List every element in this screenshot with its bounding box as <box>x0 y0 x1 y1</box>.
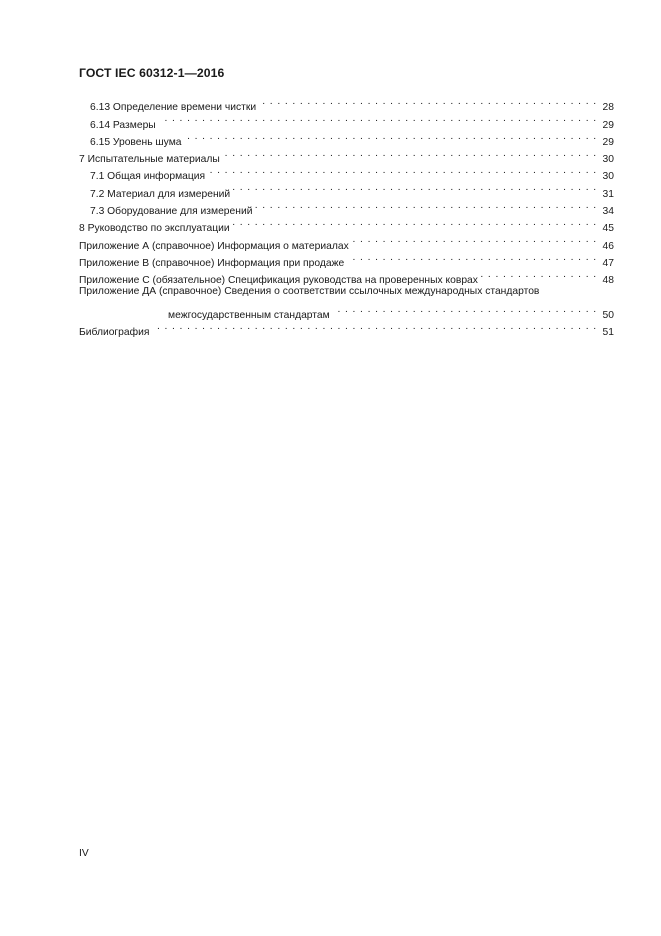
toc-entry-page: 46 <box>602 240 614 252</box>
dot-leader <box>233 214 597 231</box>
dot-leader <box>255 197 597 214</box>
toc-entry-label: Приложение В (справочное) Информация при продаже <box>79 257 345 269</box>
toc-entry-label: Приложение С (обязательное) Спецификация руководства на проверенных коврах <box>79 275 478 287</box>
toc-entry-label: 7.1 Общая информация <box>90 171 206 183</box>
dot-leader <box>223 145 597 162</box>
dot-leader <box>333 301 597 318</box>
table-of-contents <box>79 93 614 339</box>
dot-leader <box>152 318 597 335</box>
dot-leader <box>259 93 597 110</box>
dot-leader <box>352 231 597 248</box>
dot-leader <box>481 266 597 283</box>
toc-entry-page: 51 <box>602 327 614 339</box>
toc-entry-page: 29 <box>602 119 614 131</box>
toc-entry-label: 6.13 Определение времени чистки <box>90 102 257 114</box>
toc-entry-page: 34 <box>602 206 614 218</box>
toc-entry-page: 31 <box>602 188 614 200</box>
toc-entry[interactable] <box>79 110 614 131</box>
toc-entry-page: 47 <box>602 257 614 269</box>
dot-leader <box>208 162 597 179</box>
toc-entry-label: 7.2 Материал для измерений <box>90 188 231 200</box>
toc-entry-label: Приложение ДА (справочное) Сведения о соответствии ссылочных международных стандартов <box>79 286 540 298</box>
dot-leader <box>347 249 597 266</box>
document-header: ГОСТ IEC 60312-1—2016 <box>79 66 225 80</box>
toc-entry-page: 30 <box>602 154 614 166</box>
toc-entry-page: 28 <box>602 102 614 114</box>
toc-entry-page: 30 <box>602 171 614 183</box>
toc-entry-label: 8 Руководство по эксплуатации <box>79 223 230 235</box>
dot-leader <box>233 179 597 196</box>
toc-entry-label-continuation: межгосударственным стандартам <box>168 309 330 321</box>
dot-leader <box>159 110 597 127</box>
page-number: IV <box>79 848 89 859</box>
toc-entry-page: 50 <box>602 309 614 321</box>
toc-entry[interactable] <box>79 318 614 339</box>
toc-entry[interactable] <box>79 93 614 114</box>
toc-entry-label: Приложение А (справочное) Информация о материалах <box>79 240 349 252</box>
toc-entry-label: 7.3 Оборудование для измерений <box>90 206 253 218</box>
toc-entry-label: Библиография <box>79 327 150 339</box>
toc-entry[interactable] <box>79 283 614 321</box>
dot-leader <box>185 128 597 145</box>
toc-entry-label: 6.14 Размеры <box>90 119 156 131</box>
toc-entry-page: 48 <box>602 275 614 287</box>
toc-entry-label: 6.15 Уровень шума <box>90 136 182 148</box>
toc-entry[interactable] <box>79 128 614 148</box>
toc-entry-page: 29 <box>602 136 614 148</box>
toc-entry-page: 45 <box>602 223 614 235</box>
toc-entry-label: 7 Испытательные материалы <box>79 154 220 166</box>
